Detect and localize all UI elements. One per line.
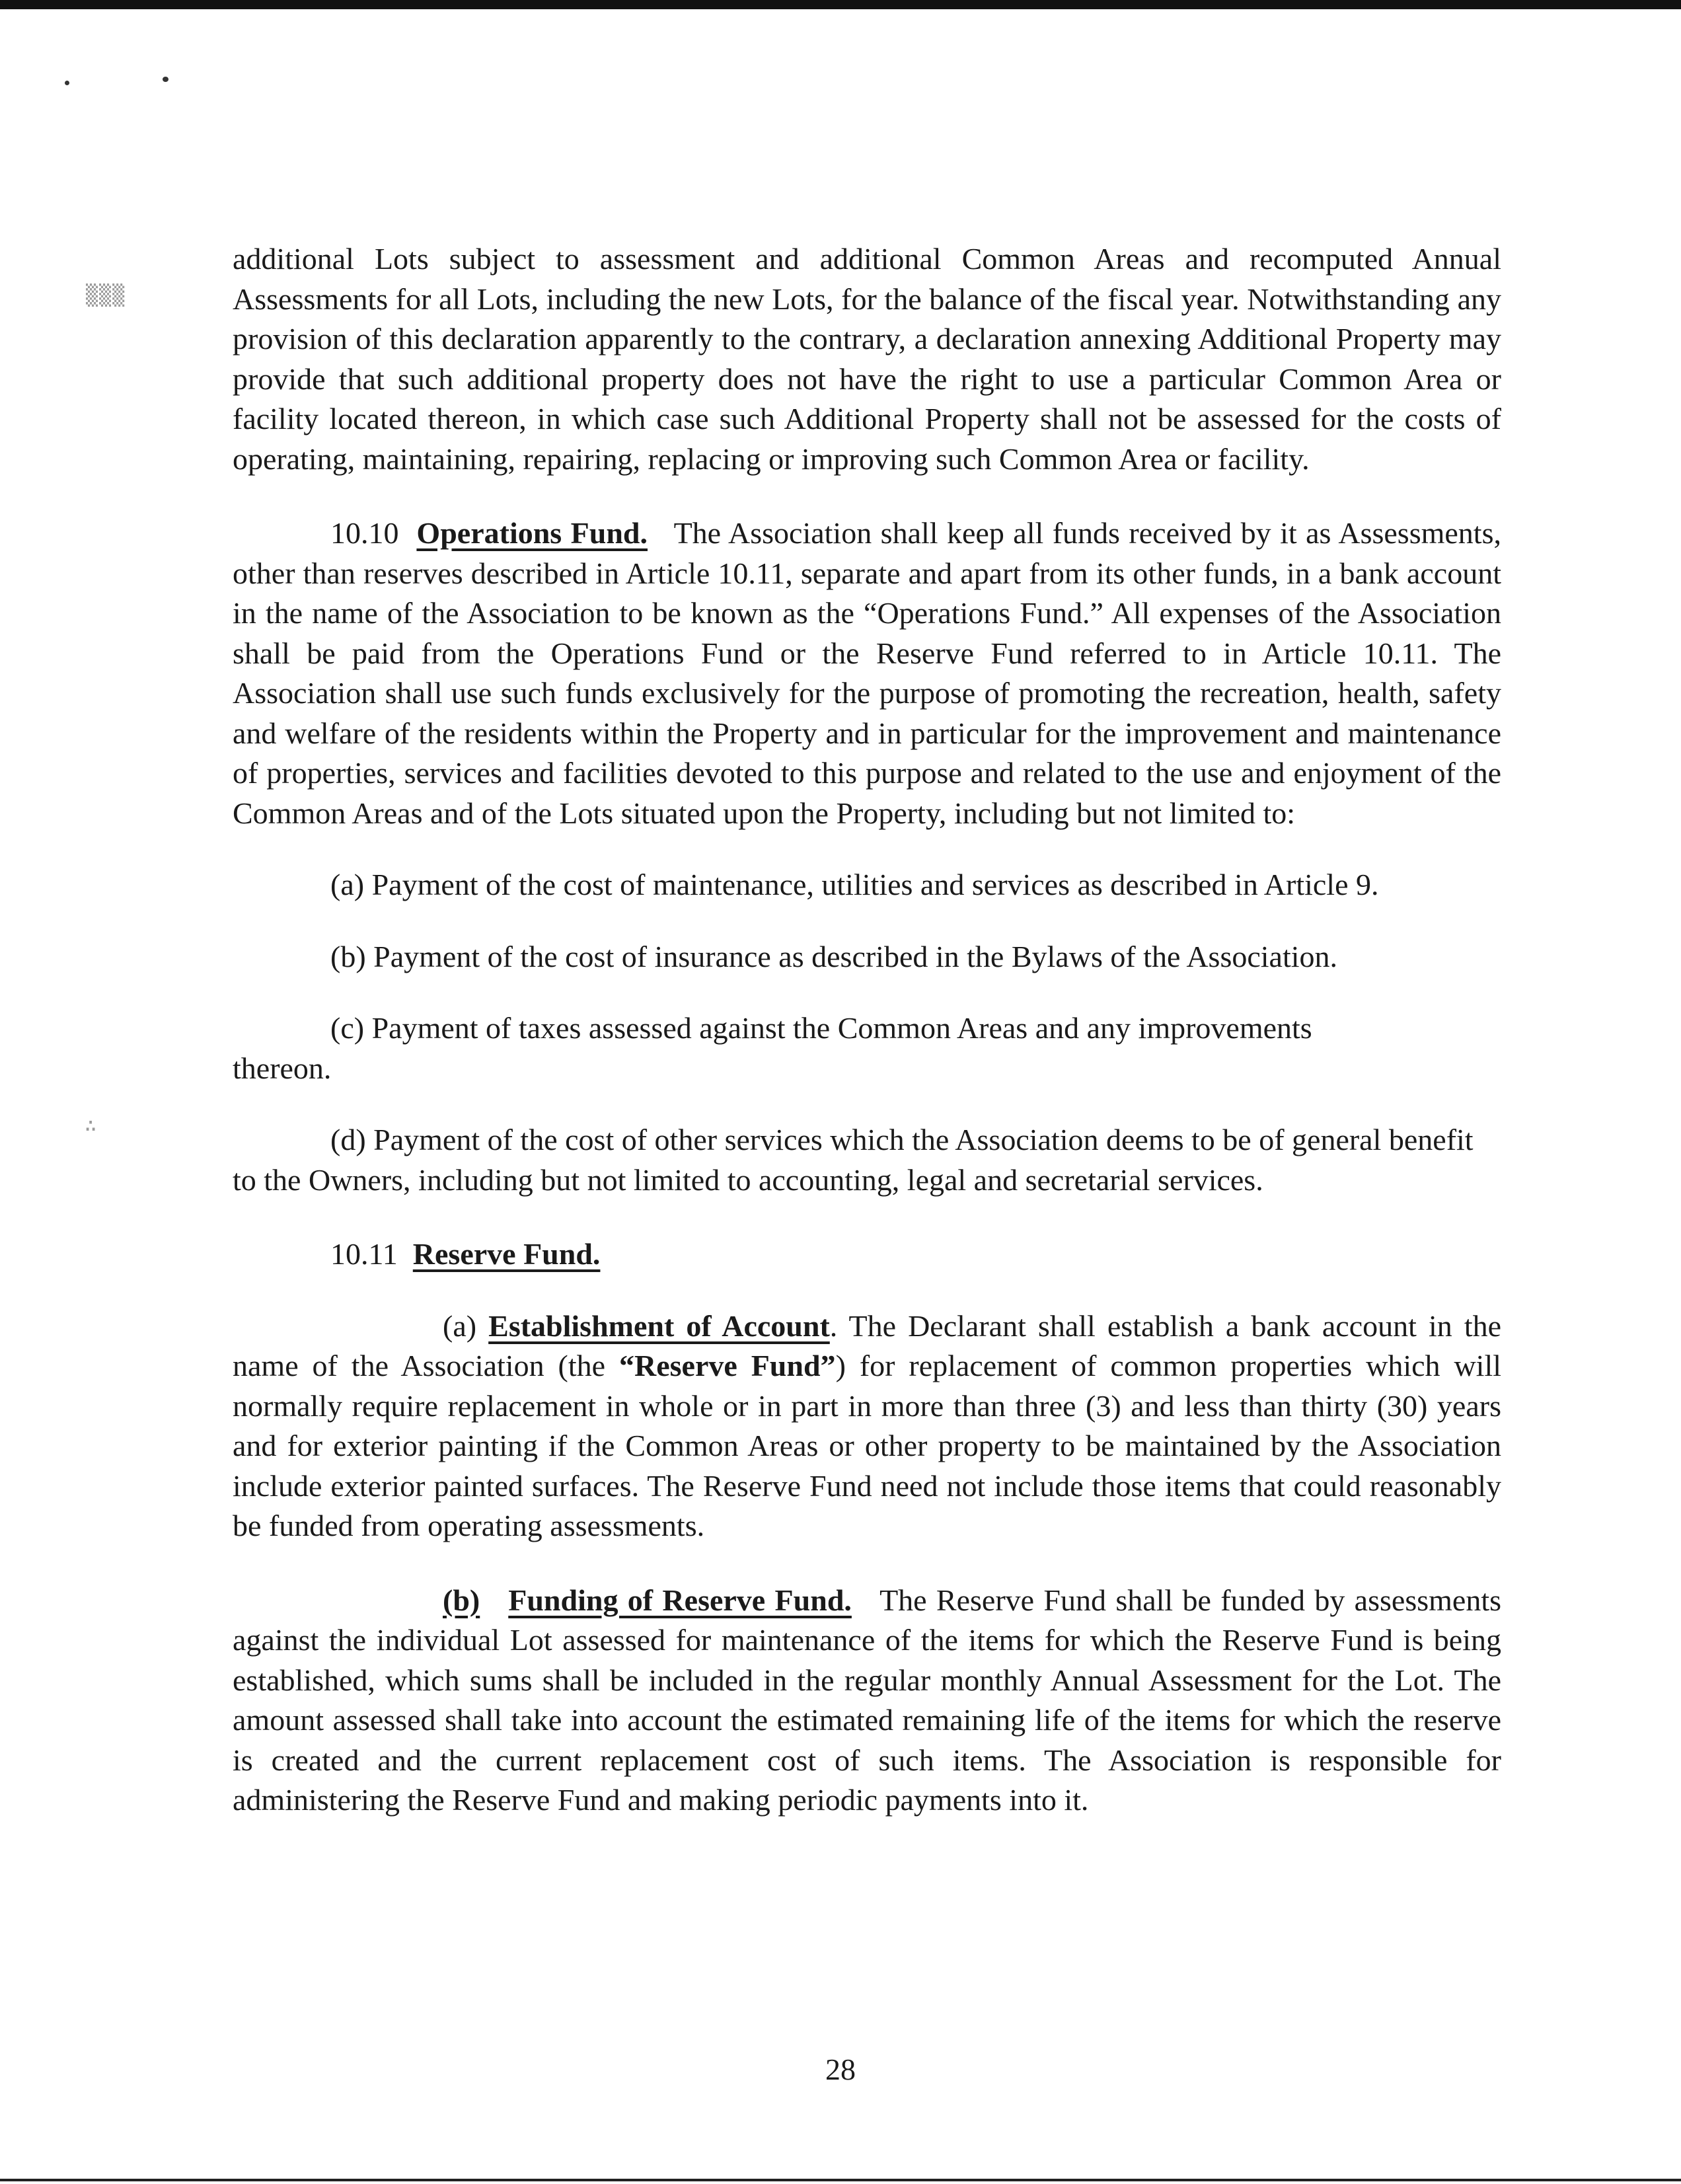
list-label: (b)	[330, 939, 366, 973]
list-text: Payment of taxes assessed against the Common Areas and any improvements thereon.	[233, 1011, 1312, 1085]
list-text: Payment of the cost of other services which the Association deems to be of general benefit to the Owners, including but not limited to accounting, legal and secretarial services.	[233, 1123, 1474, 1197]
scan-artifact: ∴	[85, 1114, 98, 1137]
subsection-b	[233, 1581, 1501, 1821]
subsection-label: (b)	[443, 1583, 480, 1617]
subsection-text: . The Declarant shall establish a bank account in the name of the Association (the	[233, 1308, 1502, 1382]
subsection-a	[233, 1306, 1501, 1546]
document-body	[233, 239, 1501, 1821]
page-number: 28	[825, 2052, 856, 2086]
section-heading: Operations Fund.	[416, 516, 648, 550]
section-10-10	[233, 513, 1501, 833]
scan-bottom-border	[0, 2179, 1681, 2181]
section-number: 10.11	[330, 1237, 398, 1271]
scan-top-border	[0, 0, 1681, 9]
scan-speck	[163, 77, 168, 82]
list-item-c	[233, 1008, 1501, 1088]
subsection-text: The Reserve Fund shall be funded by assessments against the individual Lot assessed for maintenance of the items for which the Reserve Fund is being established, which sums shall be included in the regular monthly Annual Assessment for the Lot. The amount assessed shall take into account the estimated remaining life of the items for which the reserve is created and the current replacement cost of such items. The Association is responsible for administering the Reserve Fund and making periodic payments into it.	[233, 1583, 1502, 1817]
subsection-label: (a)	[443, 1308, 477, 1343]
list-item-a	[233, 865, 1501, 905]
list-item-d	[233, 1120, 1501, 1200]
section-number: 10.10	[330, 516, 399, 550]
list-item-b	[233, 937, 1501, 977]
defined-term: “Reserve Fund”	[618, 1349, 836, 1382]
subsection-text: ) for replacement of common properties which will normally require replacement in whole or in part in more than three (3) and less than thirty (30) years and for exterior painting if the Common Areas or other property to be maintained by the Association include exterior painted surfaces. The Reserve Fund need not include those items that could reasonably be funded from operating assessments.	[233, 1349, 1502, 1542]
list-text: Payment of the cost of maintenance, utilities and services as described in Article 9.	[371, 868, 1379, 901]
subsection-heading: Establishment of Account	[488, 1308, 830, 1343]
section-10-11	[233, 1234, 1501, 1275]
list-text: Payment of the cost of insurance as described in the Bylaws of the Association.	[373, 939, 1338, 973]
section-heading: Reserve Fund.	[412, 1237, 601, 1271]
scan-speck	[65, 81, 69, 85]
paragraph-intro: additional Lots subject to assessment and additional Common Areas and recomputed Annual Assessments for all Lots, including the new Lots, for the balance of the fiscal year. Notwithstanding any provision of this declaration apparently to the contrary, a declaration annexing Additional Property may provide that such additional property does not have the right to use a particular Common Area or facility located thereon, in which case such Additional Property shall not be assessed for the costs of operating, maintaining, repairing, replacing or improving such Common Area or facility.	[233, 242, 1501, 476]
subsection-heading: Funding of Reserve Fund.	[508, 1583, 852, 1617]
section-body: The Association shall keep all funds received by it as Assessments, other than reserves described in Article 10.11, separate and apart from its other funds, in a bank account in the name of the Association to be known as the “Operations Fund.” All expenses of the Association shall be paid from the Operations Fund or the Reserve Fund referred to in Article 10.11. The Association shall use such funds exclusively for the purpose of promoting the recreation, health, safety and welfare of the residents within the Property and in particular for the improvement and maintenance of properties, services and facilities devoted to this purpose and related to the use and enjoyment of the Common Areas and of the Lots situated upon the Property, including but not limited to:	[233, 516, 1501, 830]
list-label: (d)	[330, 1123, 366, 1156]
list-label: (c)	[330, 1011, 365, 1045]
scan-artifact: ▒▒▒	[86, 284, 126, 307]
list-label: (a)	[330, 868, 365, 901]
